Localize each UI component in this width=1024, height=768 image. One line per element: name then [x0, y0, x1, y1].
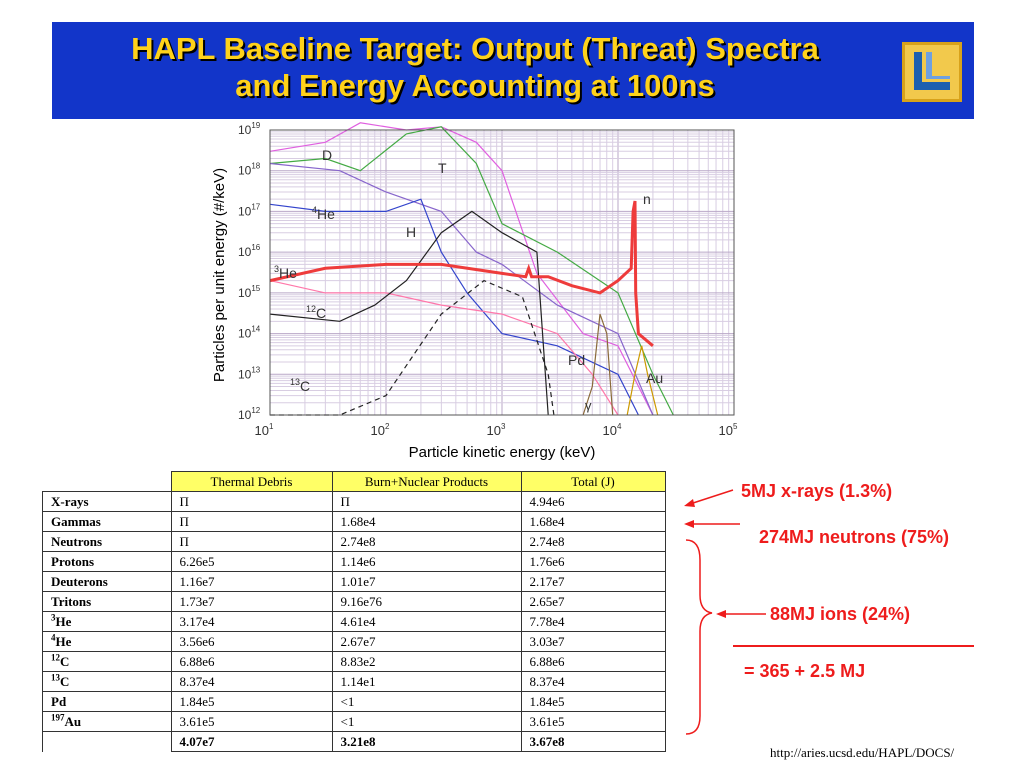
y-tick-label: $10^{12}$: [238, 406, 261, 422]
x-tick-label: $10^5$: [718, 422, 738, 438]
curve-label-12c: $^{12}$C: [306, 304, 327, 321]
neutrons-arrowhead: [684, 520, 694, 528]
row-species-mass-number: 13: [51, 672, 60, 683]
x-tick-label: $10^3$: [486, 422, 506, 438]
cell-burn: 1.01e7: [332, 572, 521, 592]
curve-label-n: n: [643, 191, 651, 207]
cell-thermal: 6.88e6: [171, 652, 332, 672]
cell-burn: 1.68e4: [332, 512, 521, 532]
cell-total: 8.37e4: [521, 672, 665, 692]
col-thermal-debris: Thermal Debris: [171, 472, 332, 492]
curve-label-3he: $^3$He: [274, 264, 297, 281]
cell-thermal: 1.16e7: [171, 572, 332, 592]
row-species-name: X-rays: [51, 493, 89, 509]
xrays-arrow: [690, 490, 733, 504]
cell-total: 4.94e6: [521, 492, 665, 512]
curve-label-au: Au: [646, 370, 664, 386]
x-tick-label: $10^4$: [602, 422, 622, 438]
cell-total: 3.03e7: [521, 632, 665, 652]
xrays-arrowhead: [684, 499, 695, 507]
curve-label-4he: $^4$He: [312, 205, 335, 222]
cell-burn: 9.16e76: [332, 592, 521, 612]
row-species-name: Gammas: [51, 513, 101, 529]
row-species-name: C: [60, 673, 70, 689]
cell-total: 2.65e7: [521, 592, 665, 612]
source-url: http://aries.ucsd.edu/HAPL/DOCS/: [770, 745, 955, 760]
total-total: 3.67e8: [521, 732, 665, 752]
cell-thermal: 3.56e6: [171, 632, 332, 652]
cell-total: 1.68e4: [521, 512, 665, 532]
cell-burn: 2.74e8: [332, 532, 521, 552]
total-burn: 3.21e8: [332, 732, 521, 752]
sum-annotation: = 365 + 2.5 MJ: [744, 661, 866, 681]
y-tick-label: $10^{16}$: [238, 243, 261, 260]
cell-burn: 1.14e1: [332, 672, 521, 692]
cell-burn: Π: [332, 492, 521, 512]
col-burn-nuclear: Burn+Nuclear Products: [332, 472, 521, 492]
ions-annotation: 88MJ ions (24%): [770, 604, 911, 624]
cell-thermal: 1.84e5: [171, 692, 332, 712]
row-species-mass-number: 4: [51, 632, 56, 643]
row-species-name: Pd: [51, 693, 67, 709]
row-species-mass-number: 3: [51, 612, 56, 623]
row-species-name: Neutrons: [51, 533, 103, 549]
ions-brace: [686, 540, 712, 734]
cell-burn: <1: [332, 712, 521, 732]
cell-thermal: 8.37e4: [171, 672, 332, 692]
col-total: Total (J): [521, 472, 665, 492]
cell-total: 7.78e4: [521, 612, 665, 632]
cell-thermal: Π: [171, 492, 332, 512]
curve-label-13c: $^{13}$C: [290, 377, 311, 394]
xrays-annotation: 5MJ x-rays (1.3%): [741, 481, 893, 501]
cell-burn: <1: [332, 692, 521, 712]
chart-x-axis-label: Particle kinetic energy (keV): [408, 444, 596, 461]
ions-arrowhead: [716, 610, 726, 618]
curve-label-t: T: [438, 160, 447, 176]
cell-burn: 4.61e4: [332, 612, 521, 632]
row-species-name: He: [55, 633, 72, 649]
cell-total: 2.17e7: [521, 572, 665, 592]
title-line-1: HAPL Baseline Target: Output (Threat) Spectra: [131, 31, 819, 66]
cell-thermal: Π: [171, 512, 332, 532]
cell-total: 2.74e8: [521, 532, 665, 552]
row-species-name: Deuterons: [51, 573, 108, 589]
row-species-name: Au: [64, 713, 82, 729]
cell-thermal: 3.17e4: [171, 612, 332, 632]
cell-thermal: 1.73e7: [171, 592, 332, 612]
curve-label-d: D: [322, 147, 333, 163]
y-tick-label: $10^{17}$: [238, 202, 261, 219]
x-tick-label: $10^1$: [254, 422, 274, 438]
cell-burn: 8.83e2: [332, 652, 521, 672]
curve-label-gamma: γ: [585, 398, 592, 413]
cell-total: 3.61e5: [521, 712, 665, 732]
cell-thermal: 6.26e5: [171, 552, 332, 572]
neutrons-annotation: 274MJ neutrons (75%): [759, 527, 950, 547]
row-species-mass-number: 197: [51, 712, 65, 723]
row-species-name: Tritons: [51, 593, 92, 609]
x-tick-label: $10^2$: [370, 422, 390, 438]
cell-burn: 2.67e7: [332, 632, 521, 652]
y-tick-label: $10^{13}$: [238, 365, 261, 382]
y-tick-label: $10^{18}$: [238, 161, 261, 178]
row-species-name: Protons: [51, 553, 95, 569]
title-line-2: and Energy Accounting at 100ns: [235, 68, 715, 103]
cell-thermal: 3.61e5: [171, 712, 332, 732]
row-species-mass-number: 12: [51, 652, 60, 663]
chart-y-axis-label: Particles per unit energy (#/keV): [211, 167, 228, 383]
total-thermal: 4.07e7: [171, 732, 332, 752]
y-tick-label: $10^{14}$: [238, 324, 261, 341]
y-tick-label: $10^{15}$: [238, 283, 261, 300]
cell-total: 1.84e5: [521, 692, 665, 712]
cell-total: 1.76e6: [521, 552, 665, 572]
curve-label-h: H: [406, 224, 417, 240]
cell-thermal: Π: [171, 532, 332, 552]
cell-total: 6.88e6: [521, 652, 665, 672]
cell-burn: 1.14e6: [332, 552, 521, 572]
curve-label-pd: Pd: [568, 352, 586, 368]
y-tick-label: $10^{19}$: [238, 121, 261, 137]
row-species-name: He: [55, 613, 72, 629]
row-species-name: C: [60, 653, 70, 669]
